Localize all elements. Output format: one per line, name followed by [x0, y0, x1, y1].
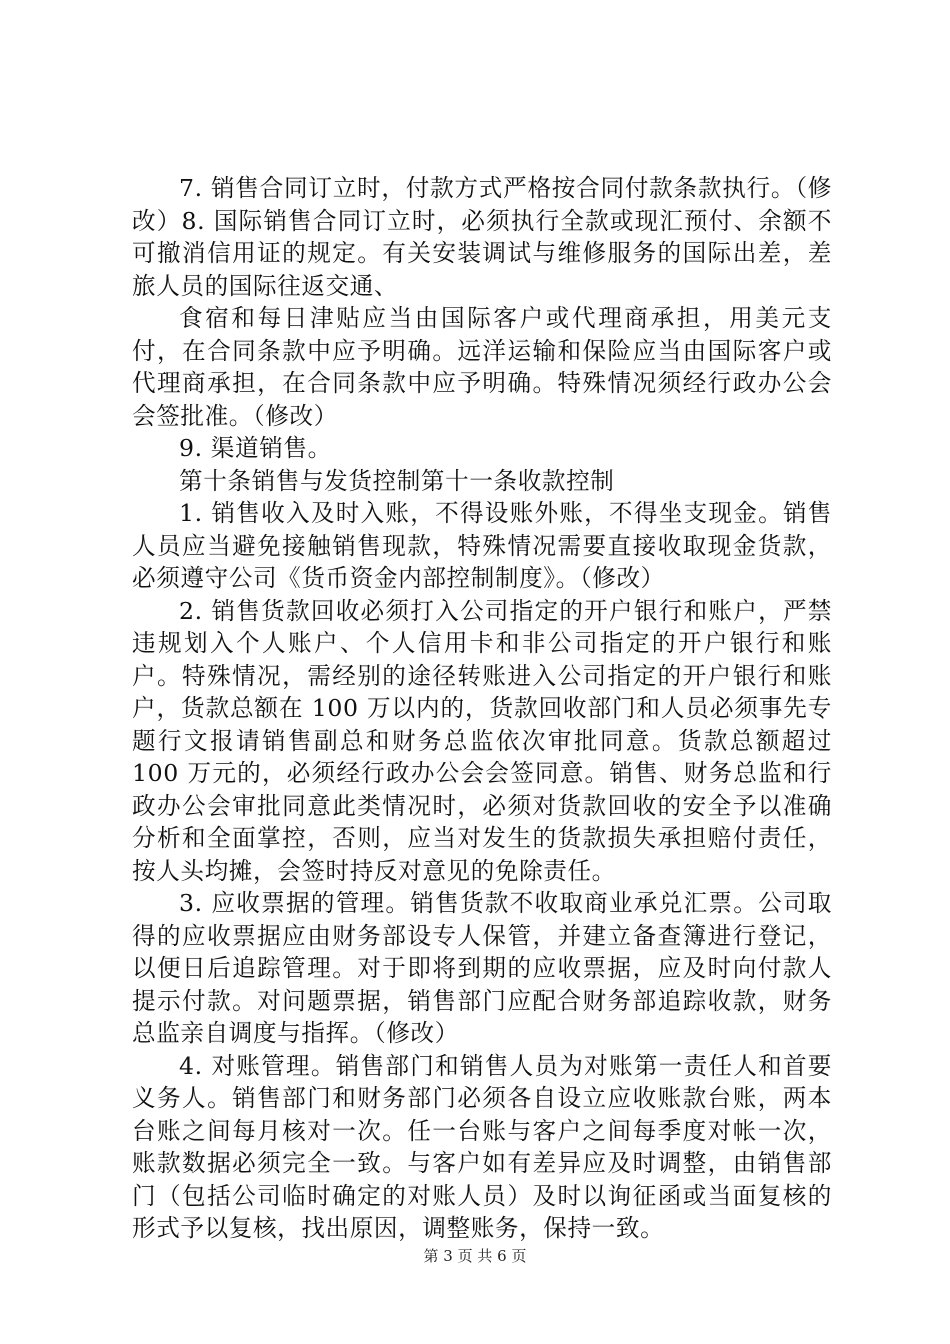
paragraph-notes-receivable: 3. 应收票据的管理。销售货款不收取商业承兑汇票。公司取得的应收票据应由财务部设专人保管，并建立备查簿进行登记，以便日后追踪管理。对于即将到期的应收票据，应及时向付款人提示付款。对问题票据，销售部门应配合财务部追踪收款，财务总监亲自调度与指挥。（修改） — [132, 889, 832, 1047]
paragraph-sales-income: 1. 销售收入及时入账，不得设账外账，不得坐支现金。销售人员应当避免接触销售现款，特殊情况需要直接收取现金货款，必须遵守公司《货币资金内部控制制度》。（修改） — [132, 499, 832, 592]
paragraph-channel-sales: 9. 渠道销售。 — [179, 434, 332, 462]
paragraph-payment-collection: 2. 销售货款回收必须打入公司指定的开户银行和账户，严禁违规划入个人账户、个人信用卡和非公司指定的开户银行和账户。特殊情况，需经别的途径转账进入公司指定的开户银行和账户，货款总额在 100 万以内的，货款回收部门和人员必须事先专题行文报请销售副总和财务总监依次审批同意。货款总额超过 100 万元的，必须经行政办公会会签同意。销售、财务总监和行政办公会审批同意此类情况时，必须对货款回收的安全予以准确分析和全面掌控，否则，应当对发生的货款损失承担赔付责任，按人头均摊，会签时持反对意见的免除责任。 — [132, 596, 832, 885]
paragraph-reconciliation: 4. 对账管理。销售部门和销售人员为对账第一责任人和首要义务人。销售部门和财务部门必须各自设立应收账款台账，两本台账之间每月核对一次。任一台账与客户之间每季度对帐一次，账款数据必须完全一致。与客户如有差异应及时调整，由销售部门（包括公司临时确定的对账人员）及时以询征函或当面复核的形式予以复核，找出原因，调整账务，保持一致。 — [132, 1051, 832, 1242]
paragraph-section-heading: 第十条销售与发货控制第十一条收款控制 — [179, 466, 615, 495]
paragraph-payment-terms: 7. 销售合同订立时，付款方式严格按合同付款条款执行。（修改）8. 国际销售合同订立时，必须执行全款或现汇预付、余额不可撤消信用证的规定。有关安装调试与维修服务的国际出差，差旅人员的国际往返交通、 — [132, 174, 832, 300]
paragraph-international-expenses: 食宿和每日津贴应当由国际客户或代理商承担，用美元支付，在合同条款中应予明确。远洋运输和保险应当由国际客户或代理商承担，在合同条款中应予明确。特殊情况须经行政办公会会签批准。（修改） — [132, 304, 832, 430]
page-footer: 第 3 页 共 6 页 — [423, 1247, 527, 1265]
document-body — [132, 172, 832, 1245]
